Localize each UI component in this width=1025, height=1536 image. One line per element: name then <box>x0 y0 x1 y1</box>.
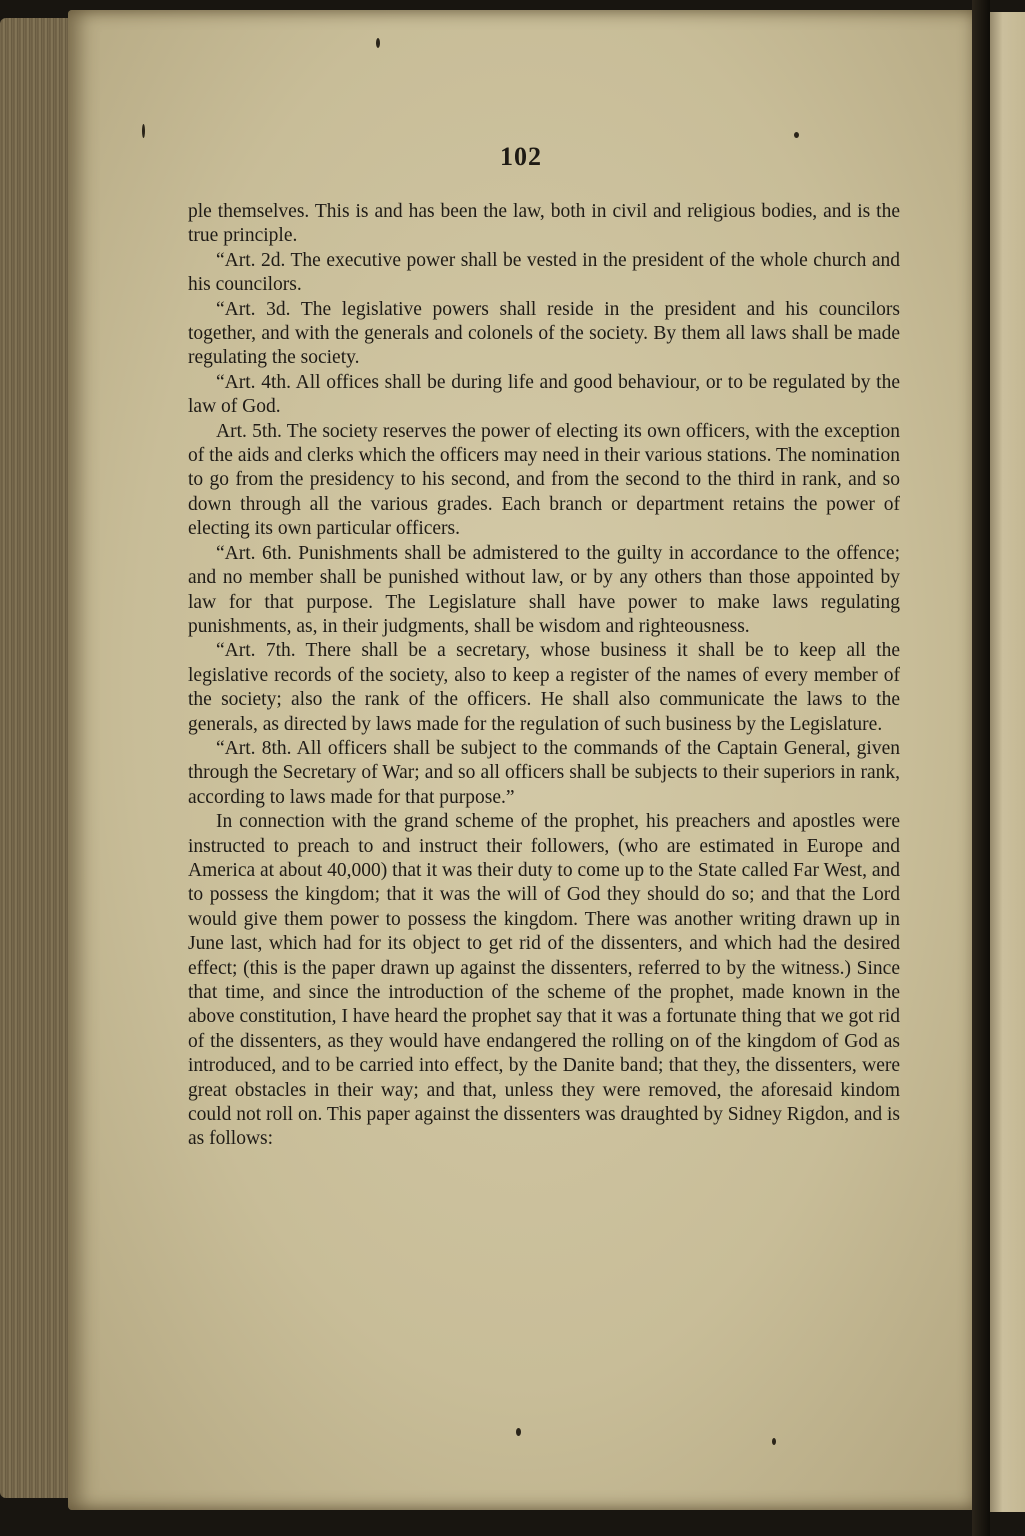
facing-page-edge <box>988 12 1025 1512</box>
paragraph-article-7th: “Art. 7th. There shall be a secretary, whose business it shall be to keep all the legislative records of the society, also to keep a register of the names of every member of the society; also the rank of the officers. He shall also communicate the laws to the generals, as directed by laws made for the regulation of such business by the Legislature. <box>188 640 900 735</box>
print-speck <box>142 124 145 138</box>
page-number: 102 <box>500 142 542 171</box>
page-body-text <box>188 200 900 1152</box>
print-speck <box>772 1438 776 1445</box>
paragraph-article-5th: Art. 5th. The society reserves the power of electing its own officers, with the exception of the aids and clerks which the officers may need in their various stations. The nomination to go from the presidency to his second, and from the second to the third in rank, and so down through all the various grades. Each branch or department retains the power of electing its own particular officers. <box>188 420 900 540</box>
paragraph-article-3d: “Art. 3d. The legislative powers shall reside in the president and his councilors together, and with the generals and colonels of the society. By them all laws shall be made regulating the society. <box>188 298 900 369</box>
print-speck <box>516 1428 521 1436</box>
paragraph-article-2d: “Art. 2d. The executive power shall be vested in the president of the whole church and his councilors. <box>188 249 900 296</box>
print-speck <box>794 132 799 138</box>
paragraph-article-8th: “Art. 8th. All officers shall be subject to the commands of the Captain General, given through the Secretary of War; and so all officers shall be subjects to their superiors in rank, according to laws made for that purpose.” <box>188 737 900 808</box>
print-speck <box>376 38 380 48</box>
paragraph-article-6th: “Art. 6th. Punishments shall be admistered to the guilty in accordance to the offence; and no member shall be punished without law, or by any others than those appointed by law for that purpose. The Legislature shall have power to make laws regulating punishments, as, in their judgments, shall be wisdom and righteousness. <box>188 542 900 637</box>
paragraph: ple themselves. This is and has been the law, both in civil and religious bodies, and is the true principle. <box>188 201 900 247</box>
book-gutter <box>972 0 990 1536</box>
paragraph-article-4th: “Art. 4th. All offices shall be during life and good behaviour, or to be regulated by the law of God. <box>188 371 900 418</box>
paragraph-narrative: In connection with the grand scheme of the prophet, his preachers and apostles were instructed to preach to and instruct their followers, (who are estimated in Europe and America at about 40,000) that it was their duty to come up to the State called Far West, and to possess the kingdom; that it was the will of God they should do so; and that the Lord would give them power to possess the kingdom. There was another writing drawn up in June last, which had for its object to get rid of the dissenters, and which had the desired effect; (this is the paper drawn up against the dissenters, referred to by the witness.) Since that time, and since the introduction of the scheme of the prophet, made known in the above constitution, I have heard the prophet say that it was a fortunate thing that we got rid of the dissenters, as they would have endangered the rolling on of the kingdom of God as introduced, and to be carried into effect, by the Danite band; that they, the dissenters, were great obstacles in their way; and that, unless they were removed, the aforesaid kindom could not roll on. This paper against the dissenters was draughted by Sidney Rigdon, and is as follows: <box>188 811 900 1150</box>
